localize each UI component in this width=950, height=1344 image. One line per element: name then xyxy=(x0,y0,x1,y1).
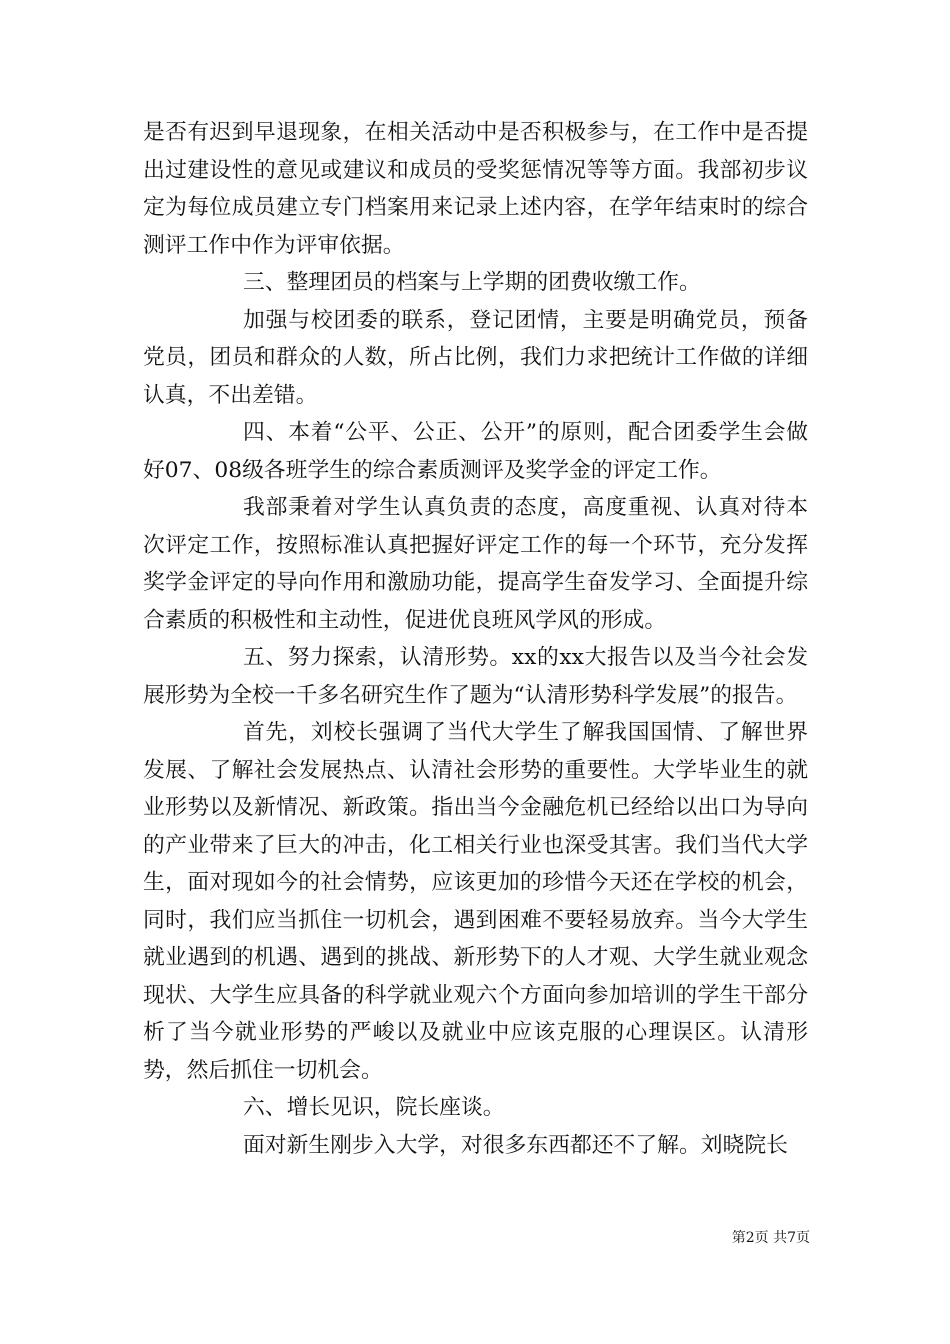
section-heading-5: 五、努力探索，认清形势。xx的xx大报告以及当今社会发展形势为全校一千多名研究生作了题为“认清形势科学发展”的报告。 xyxy=(143,645,808,708)
section-heading-6: 六、增长见识，院长座谈。 xyxy=(243,1095,505,1120)
paragraph: 我部秉着对学生认真负责的态度，高度重视、认真对待本次评定工作，按照标准认真把握好评定工作的每一个环节，充分发挥奖学金评定的导向作用和激励功能，提高学生奋发学习、全面提升综合素质的积极性和主动性，促进优良班风学风的形成。 xyxy=(143,495,808,633)
paragraph: 面对新生刚步入大学，对很多东西都还不了解。刘晓院长 xyxy=(243,1132,788,1158)
section-heading-4: 四、本着“公平、公正、公开”的原则，配合团委学生会做好07、08级各班学生的综合素质测评及奖学金的评定工作。 xyxy=(143,420,808,483)
document-body xyxy=(143,114,808,1164)
page-number-footer: 第2页 共7页 xyxy=(731,1230,810,1246)
paragraph: 加强与校团委的联系，登记团情，主要是明确党员，预备党员，团员和群众的人数，所占比例，我们力求把统计工作做的详细认真，不出差错。 xyxy=(143,307,808,408)
paragraph-continuation: 是否有迟到早退现象，在相关活动中是否积极参与，在工作中是否提出过建设性的意见或建议和成员的受奖惩情况等等方面。我部初步议定为每位成员建立专门档案用来记录上述内容，在学年结束时的综合测评工作中作为评审依据。 xyxy=(143,120,808,258)
paragraph: 首先，刘校长强调了当代大学生了解我国国情、了解世界发展、了解社会发展热点、认清社会形势的重要性。大学毕业生的就业形势以及新情况、新政策。指出当今金融危机已经给以出口为导向的产业带来了巨大的冲击，化工相关行业也深受其害。我们当代大学生，面对现如今的社会情势，应该更加的珍惜今天还在学校的机会，同时，我们应当抓住一切机会，遇到困难不要轻易放弃。当今大学生就业遇到的机遇、遇到的挑战、新形势下的人才观、大学生就业观念现状、大学生应具备的科学就业观六个方面向参加培训的学生干部分析了当今就业形势的严峻以及就业中应该克服的心理误区。认清形势，然后抓住一切机会。 xyxy=(143,720,808,1083)
section-heading-3: 三、整理团员的档案与上学期的团费收缴工作。 xyxy=(243,270,701,295)
